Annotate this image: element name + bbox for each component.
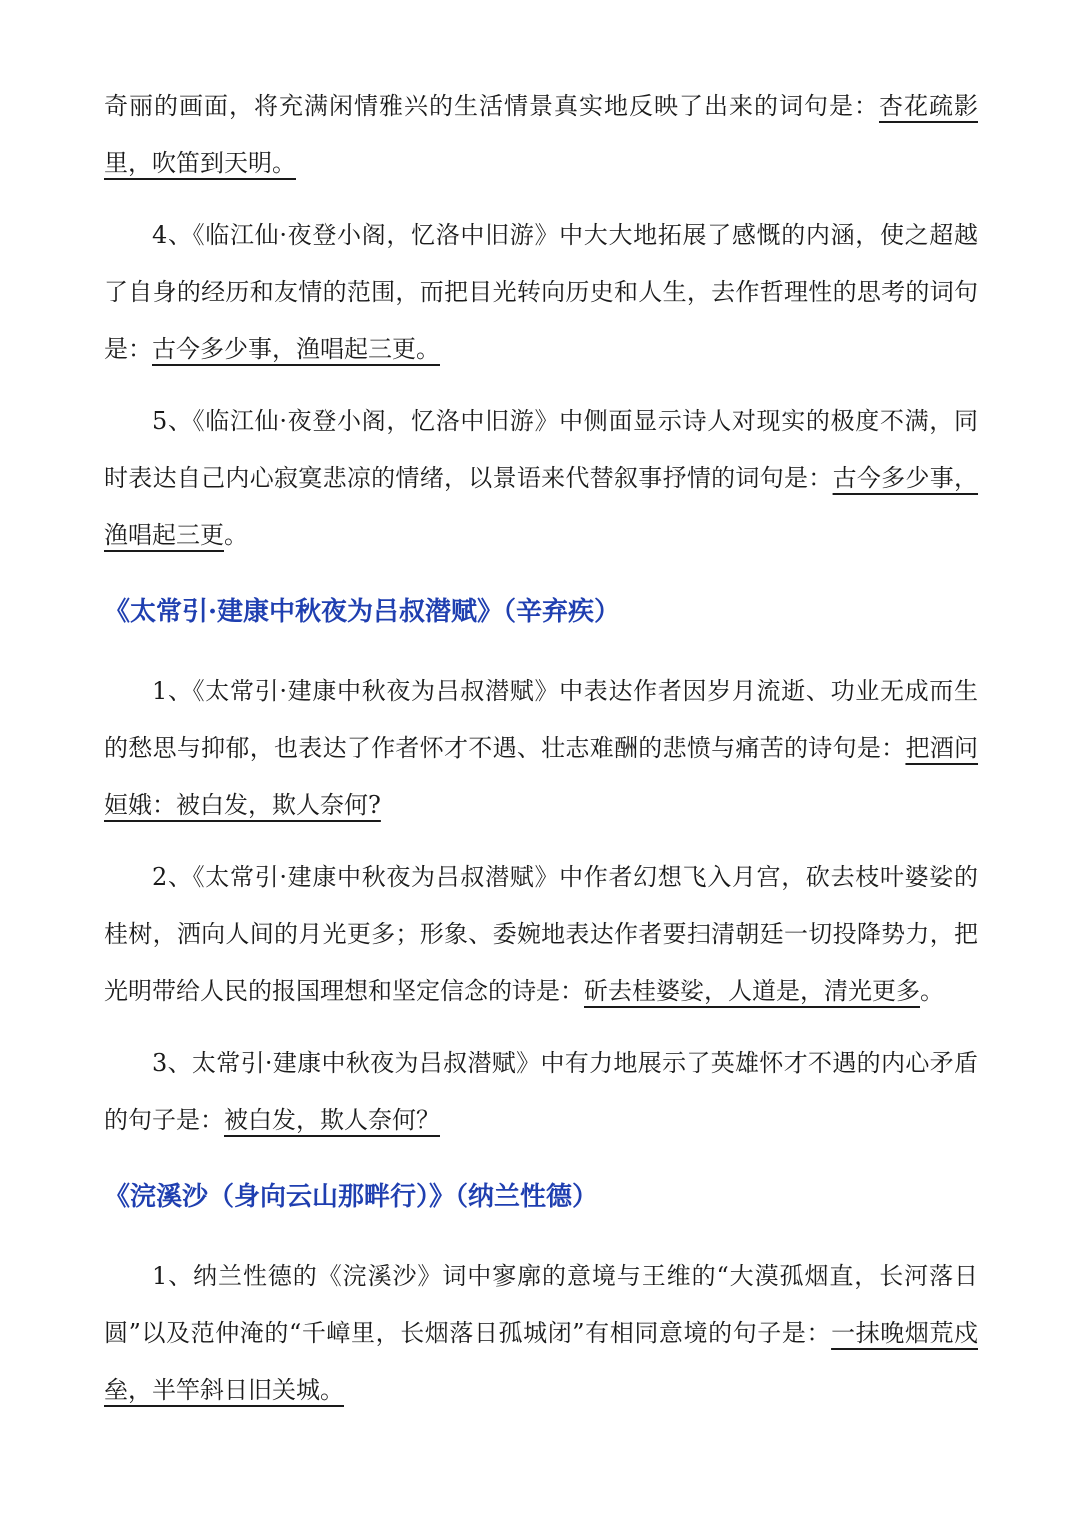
question-text: 2、《太常引·建康中秋夜为吕叔潜赋》中作者幻想飞入月宫，砍去枝叶婆娑的桂树，洒向人间的月光更多；形象、委婉地表达作者要扫清朝廷一切投降势力，把光明带给人民的报国理想和坚定信念的诗是：: [104, 863, 978, 1005]
paragraph-item-5: [104, 393, 978, 564]
question-text: 4、《临江仙·夜登小阁，忆洛中旧游》中大大地拓展了感慨的内涵，使之超越了自身的经历和友情的范围，而把目光转向历史和人生，去作哲理性的思考的词句是：: [104, 221, 978, 363]
question-text: 1、纳兰性德的《浣溪沙》词中寥廓的意境与王维的“大漠孤烟直，长河落日圆”以及范仲淹的“千嶂里，长烟落日孤城闭”有相同意境的句子是：: [104, 1262, 978, 1347]
question-text: 3、太常引·建康中秋夜为吕叔潜赋》中有力地展示了英雄怀才不遇的内心矛盾的句子是：: [104, 1049, 978, 1134]
answer-text: 古今多少事，渔唱起三更: [104, 464, 979, 549]
paragraph-item-2: [104, 849, 978, 1020]
paragraph-item-1: [104, 663, 978, 834]
answer-text: 把酒问姮娥：被白发，欺人奈何?: [104, 734, 979, 819]
section-heading-taichangyin: 《太常引·建康中秋夜为吕叔潜赋》（辛弃疾）: [104, 597, 621, 627]
question-text: 1、《太常引·建康中秋夜为吕叔潜赋》中表达作者因岁月流逝、功业无成而生的愁思与抑郁，也表达了作者怀才不遇、壮志难酬的悲愤与痛苦的诗句是：: [104, 677, 978, 762]
section-heading-huanxisha: 《浣溪沙（身向云山那畔行）》（纳兰性德）: [104, 1182, 599, 1212]
answer-text: 斫去桂婆娑，人道是，清光更多: [584, 977, 920, 1005]
document-page: [104, 78, 978, 1419]
answer-text: 被白发，欺人奈何？: [224, 1106, 440, 1134]
answer-text: 一抹晚烟荒戍垒，半竿斜日旧关城。: [104, 1319, 979, 1404]
answer-tail: 。: [224, 521, 248, 549]
answer-text: 杏花疏影里，吹笛到天明。: [104, 92, 978, 177]
answer-text: 古今多少事，渔唱起三更。: [152, 335, 440, 363]
paragraph-continued: [104, 78, 978, 192]
paragraph-item-1: [104, 1248, 978, 1419]
question-text: 5、《临江仙·夜登小阁，忆洛中旧游》中侧面显示诗人对现实的极度不满，同时表达自己内心寂寞悲凉的情绪，以景语来代替叙事抒情的词句是：: [104, 407, 978, 492]
answer-tail: 。: [920, 977, 944, 1005]
question-text: 奇丽的画面，将充满闲情雅兴的生活情景真实地反映了出来的词句是：: [104, 92, 879, 120]
paragraph-item-3: [104, 1035, 978, 1149]
paragraph-item-4: [104, 207, 978, 378]
